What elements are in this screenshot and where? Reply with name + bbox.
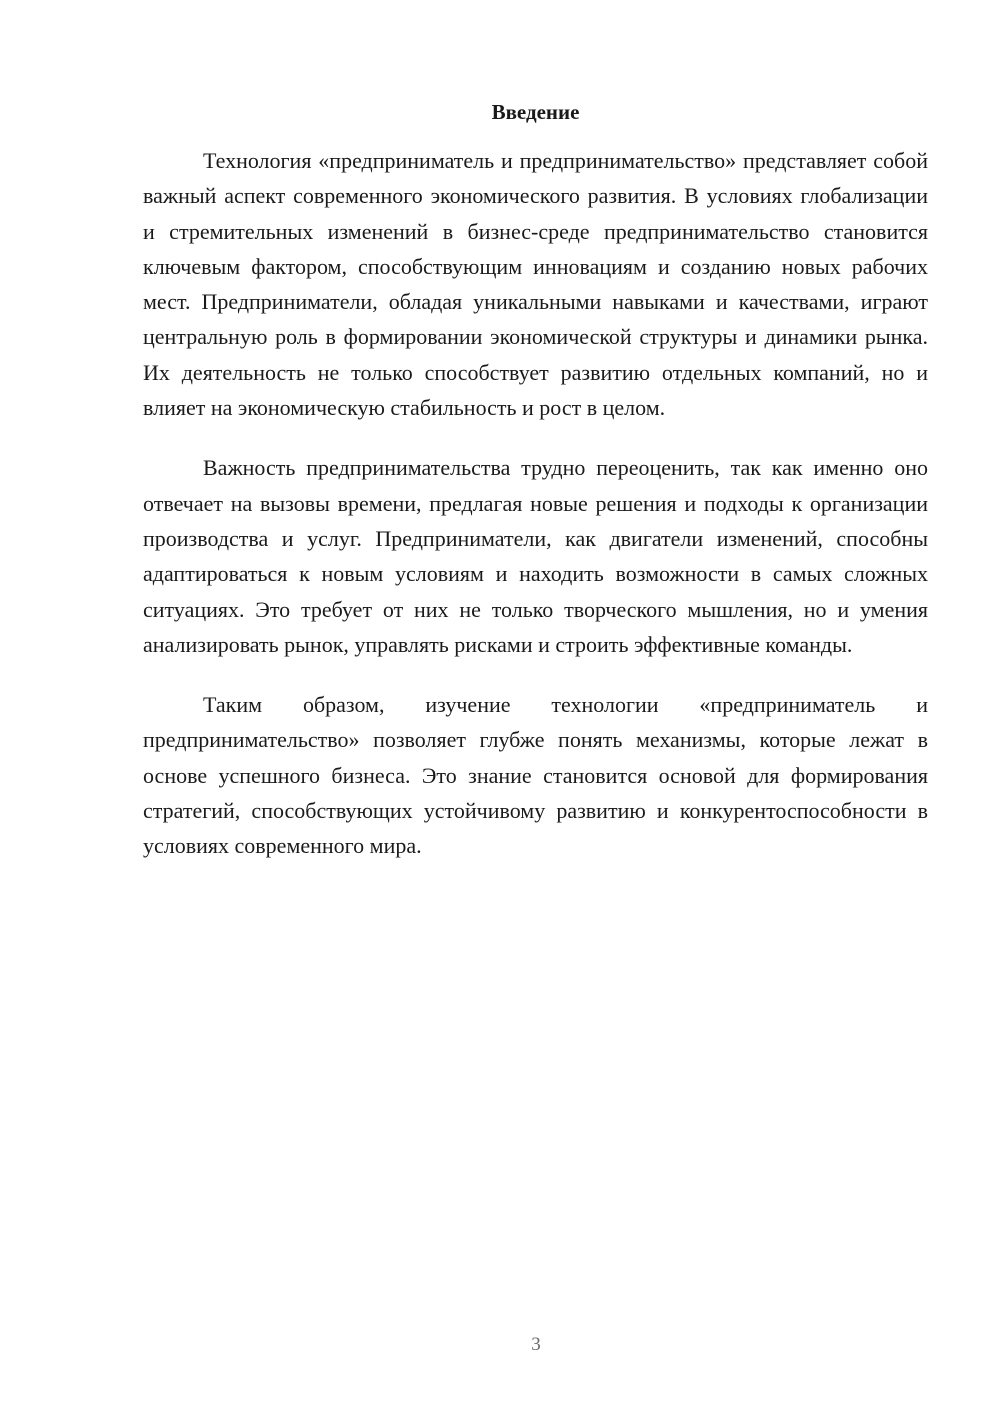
paragraph-1: Технология «предприниматель и предпринимательство» представляет собой важный аспект современного экономического развития. В условиях глобализации и стремительных изменений в бизнес-среде предпринимательство становится ключевым фактором, способствующим инновациям и созданию новых рабочих мест. Предприниматели, обладая уникальными навыками и качествами, играют центральную роль в формировании экономической структуры и динамики рынка. Их деятельность не только способствует развитию отдельных компаний, но и влияет на экономическую стабильность и рост в целом. bbox=[143, 148, 928, 421]
paragraph-2: Важность предпринимательства трудно переоценить, так как именно оно отвечает на вызовы времени, предлагая новые решения и подходы к организации производства и услуг. Предприниматели, как двигатели изменений, способны адаптироваться к новым условиям и находить возможности в самых сложных ситуациях. Это требует от них не только творческого мышления, но и умения анализировать рынок, управлять рисками и строить эффективные команды. bbox=[143, 455, 928, 657]
body-text bbox=[143, 143, 928, 864]
paragraph-3: Таким образом, изучение технологии «предприниматель и предпринимательство» позволяет глубже понять механизмы, которые лежат в основе успешного бизнеса. Это знание становится основой для формирования стратегий, способствующих устойчивому развитию и конкурентоспособности в условиях современного мира. bbox=[143, 692, 928, 859]
section-title: Введение bbox=[491, 100, 580, 124]
page-number: 3 bbox=[531, 1334, 541, 1355]
